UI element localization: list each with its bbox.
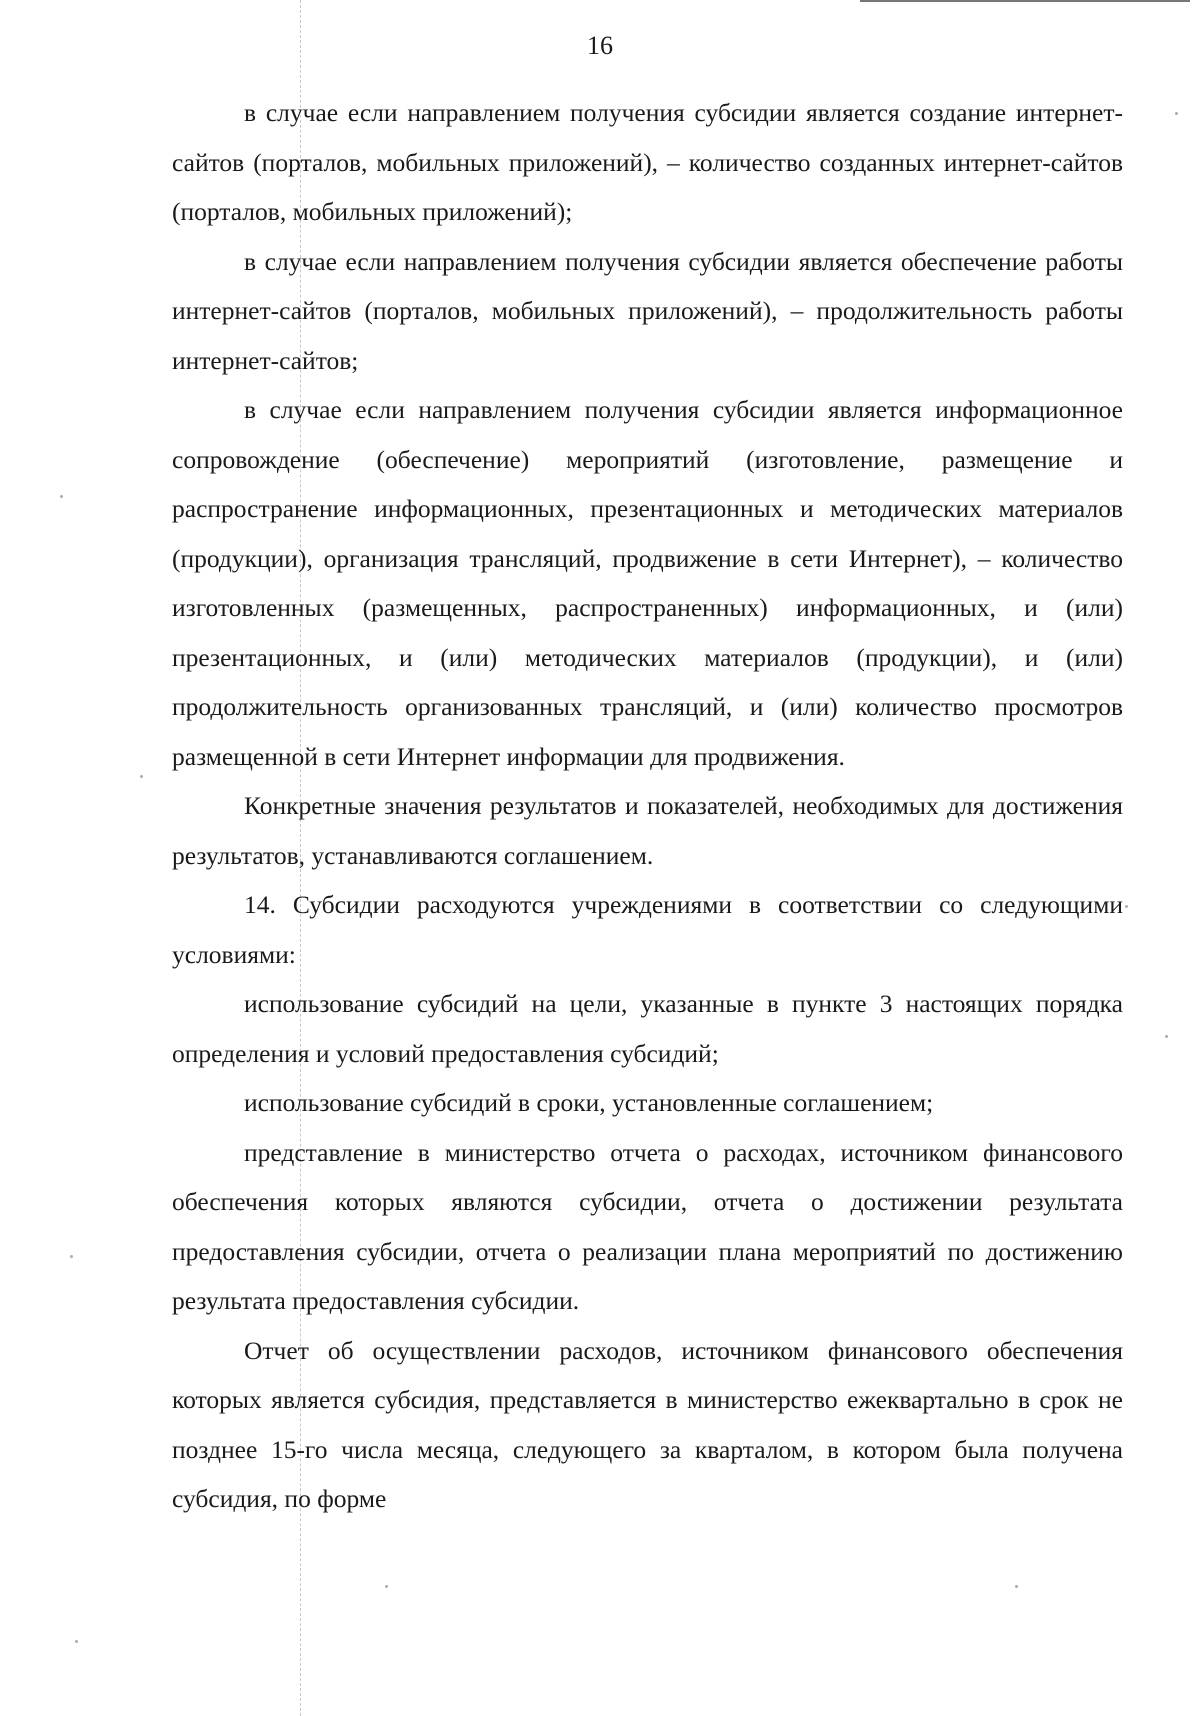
- page-number: 16: [587, 31, 613, 60]
- scan-speck: [70, 1255, 73, 1258]
- paragraph: в случае если направлением получения субсидии является создание интернет-сайтов (порталов, мобильных приложений), – количество созданных интернет-сайтов (порталов, мобильных приложений);: [172, 98, 1123, 226]
- scan-top-edge: [860, 0, 1190, 2]
- paragraph: представление в министерство отчета о расходах, источником финансового обеспечения которых являются субсидии, отчета о достижении результата предоставления субсидии, отчета о реализации плана мероприятий по достижению результата предоставления субсидии.: [172, 1137, 1123, 1315]
- scan-speck: [140, 775, 143, 778]
- paragraph: в случае если направлением получения субсидии является информационное сопровождение (обеспечение) мероприятий (изготовление, размещение и распространение информационных, презентационных и методических материалов (продукции), организация трансляций, продвижение в сети Интернет), – количество изготовленных (размещенных, распространенных) информационных, и (или) презентационных, и (или) методических материалов (продукции), и (или) продолжительность организованных трансляций, и (или) количество просмотров размещенной в сети Интернет информации для продвижения.: [172, 395, 1123, 771]
- scan-speck: [1165, 1035, 1168, 1038]
- paragraph: Конкретные значения результатов и показателей, необходимых для достижения результатов, устанавливаются соглашением.: [172, 791, 1123, 870]
- body-text: [172, 88, 1123, 1524]
- paragraph: использование субсидий в сроки, установленные соглашением;: [244, 1088, 934, 1117]
- paragraph: Отчет об осуществлении расходов, источником финансового обеспечения которых является субсидия, представляется в министерство ежеквартально в срок не позднее 15-го числа месяца, следующего за кварталом, в котором была получена субсидия, по форме: [172, 1335, 1123, 1513]
- scan-speck: [385, 1585, 388, 1588]
- scan-speck: [60, 495, 63, 498]
- scan-speck: [1175, 112, 1178, 115]
- paragraph-item-14: 14. Субсидии расходуются учреждениями в соответствии со следующими условиями:: [172, 890, 1123, 969]
- scan-speck: [1015, 1585, 1018, 1588]
- scan-speck: [1125, 905, 1128, 908]
- scan-speck: [75, 1640, 78, 1643]
- paragraph: в случае если направлением получения субсидии является обеспечение работы интернет-сайтов (порталов, мобильных приложений), – продолжительность работы интернет-сайтов;: [172, 246, 1123, 375]
- paragraph: использование субсидий на цели, указанные в пункте 3 настоящих порядка определения и условий предоставления субсидий;: [172, 989, 1123, 1068]
